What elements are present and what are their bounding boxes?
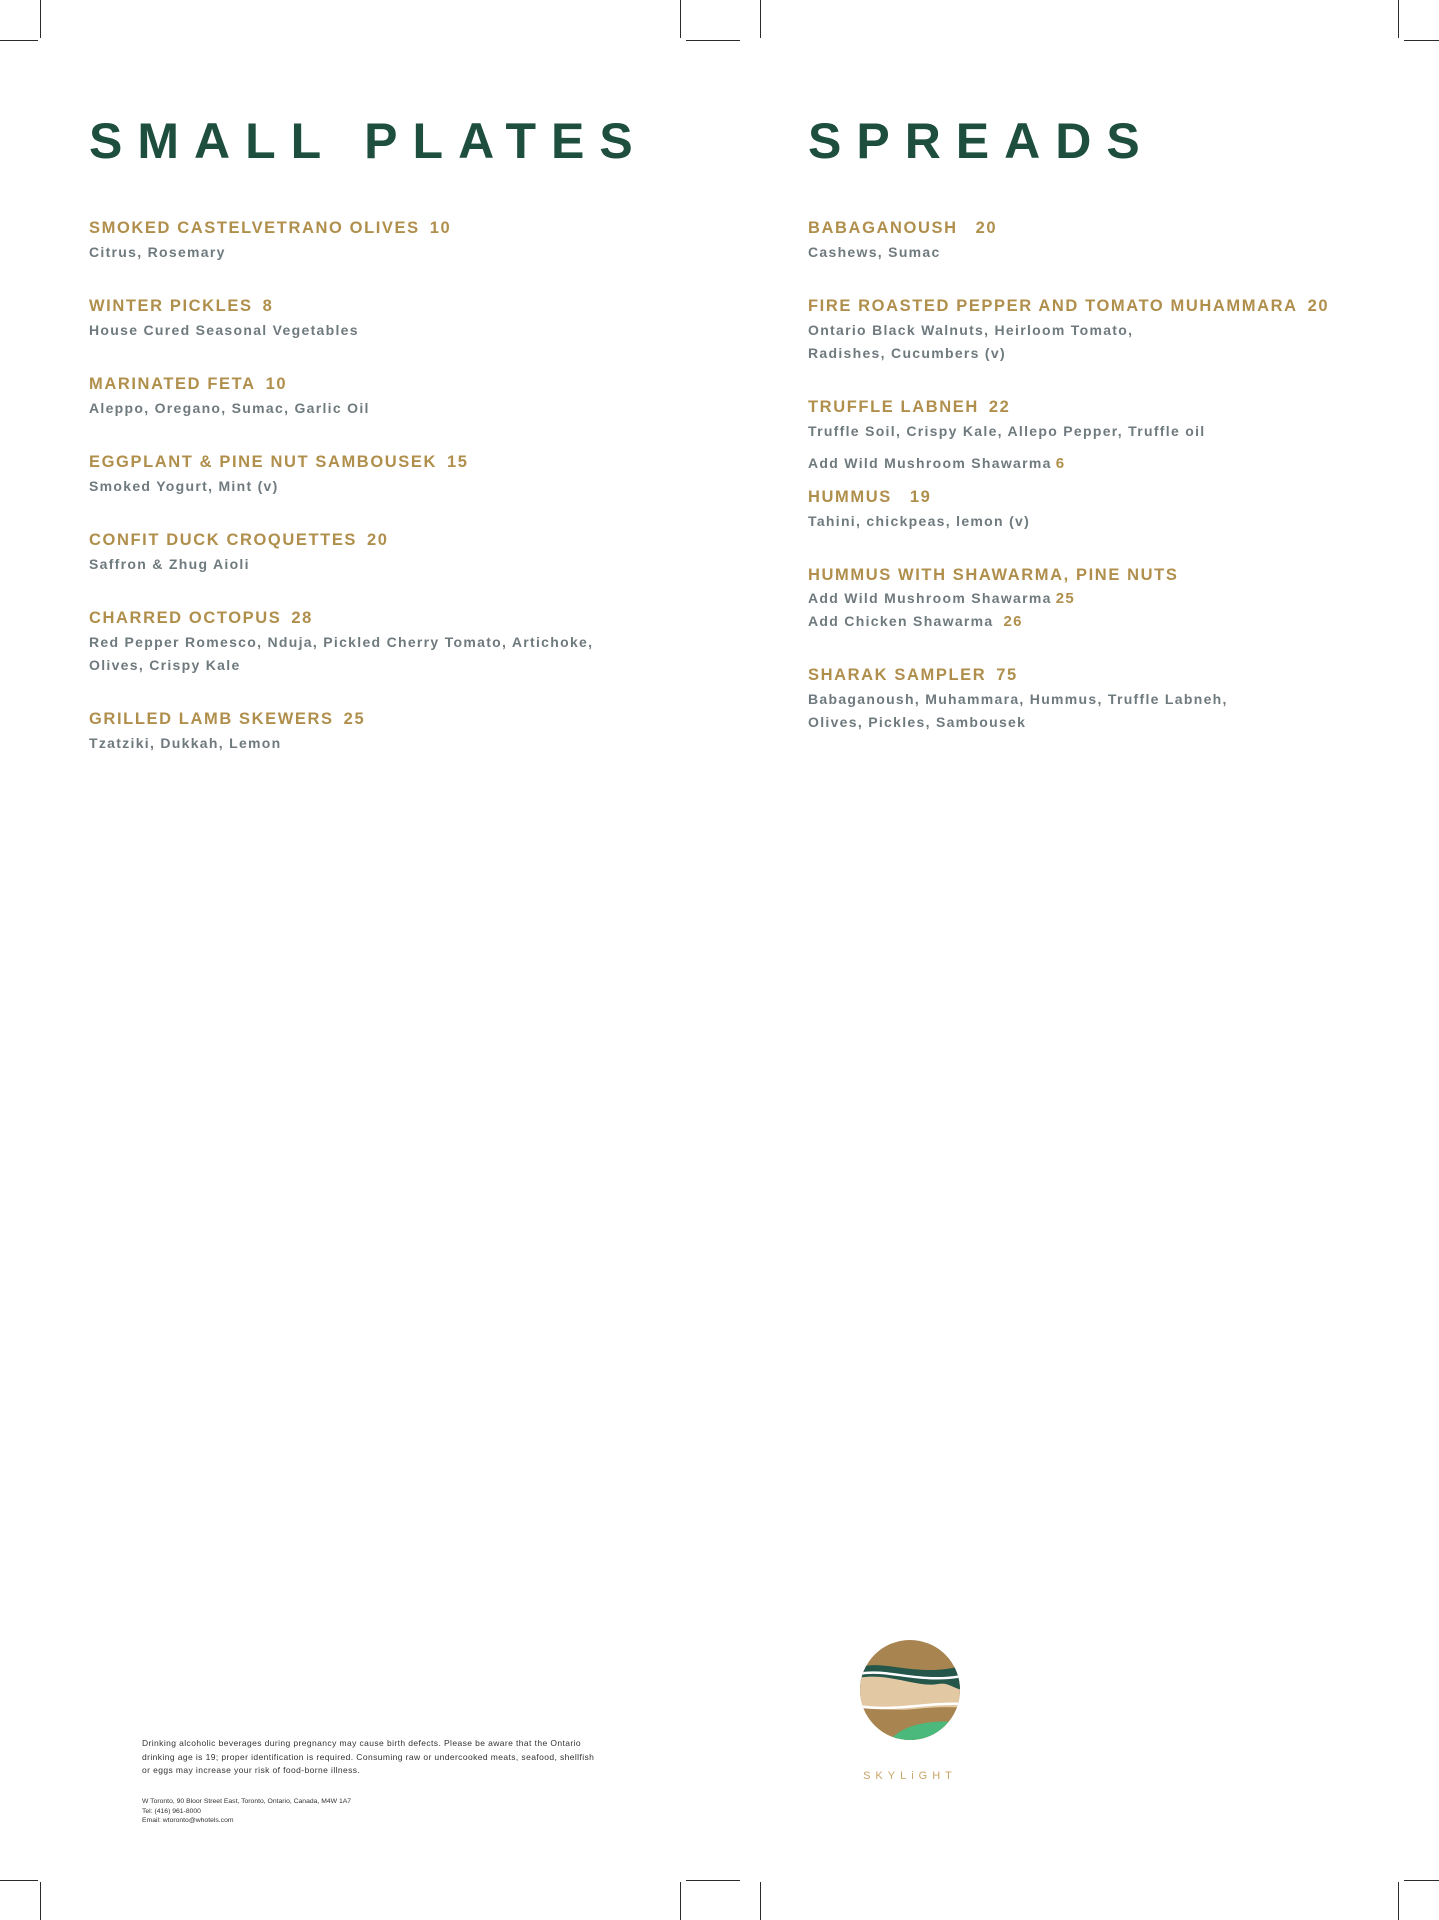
menu-item xyxy=(89,528,729,576)
item-name: FIRE ROASTED PEPPER AND TOMATO MUHAMMARA 20 xyxy=(808,297,1330,315)
section-title: SMALL PLATES xyxy=(89,113,648,169)
crop-mark xyxy=(680,0,681,38)
menu-item xyxy=(89,450,729,498)
addon-price: 6 xyxy=(1055,455,1066,472)
item-name: TRUFFLE LABNEH 22 xyxy=(808,398,1011,416)
item-description: Aleppo, Oregano, Sumac, Garlic Oil xyxy=(89,400,370,416)
item-description: Radishes, Cucumbers (v) xyxy=(808,345,1006,361)
item-name: EGGPLANT & PINE NUT SAMBOUSEK 15 xyxy=(89,453,469,471)
item-name: CONFIT DUCK CROQUETTES 20 xyxy=(89,531,389,549)
menu-item xyxy=(808,294,1408,365)
item-price: 10 xyxy=(265,375,288,393)
addon-price: 25 xyxy=(1055,590,1075,607)
item-name: WINTER PICKLES 8 xyxy=(89,297,274,315)
menu-item xyxy=(89,216,729,264)
item-name: HUMMUS WITH SHAWARMA, PINE NUTS xyxy=(808,566,1179,584)
item-description: Smoked Yogurt, Mint (v) xyxy=(89,478,279,494)
phone: Tel: (416) 961-8000 xyxy=(142,1807,201,1815)
crop-mark xyxy=(0,40,38,41)
item-name: HUMMUS 19 xyxy=(808,488,932,506)
item-description: Citrus, Rosemary xyxy=(89,244,226,260)
menu-item xyxy=(808,216,1408,264)
crop-mark xyxy=(1404,40,1439,41)
item-description: Ontario Black Walnuts, Heirloom Tomato, xyxy=(808,322,1134,338)
item-description: Cashews, Sumac xyxy=(808,244,941,260)
crop-mark xyxy=(0,1880,38,1881)
crop-mark xyxy=(686,1880,740,1881)
item-price: 8 xyxy=(262,297,274,315)
menu-item xyxy=(808,663,1408,734)
item-description: House Cured Seasonal Vegetables xyxy=(89,322,359,338)
crop-mark xyxy=(760,0,761,38)
item-name: SHARAK SAMPLER 75 xyxy=(808,666,1018,684)
item-price: 19 xyxy=(909,488,932,506)
crop-mark xyxy=(1404,1880,1439,1881)
address: W Toronto, 90 Bloor Street East, Toronto, Ontario, Canada, M4W 1A7 xyxy=(142,1798,352,1805)
contact-info xyxy=(142,1797,442,1826)
item-price: 22 xyxy=(988,398,1011,416)
item-price: 25 xyxy=(343,710,366,728)
item-price: 20 xyxy=(975,219,998,237)
item-name: SMOKED CASTELVETRANO OLIVES 10 xyxy=(89,219,452,237)
addon-option: Add Chicken Shawarma 26 xyxy=(808,613,1023,630)
menu-item xyxy=(89,294,729,342)
spreads-section xyxy=(808,110,1408,764)
menu-item xyxy=(808,485,1408,533)
crop-mark xyxy=(760,1882,761,1920)
menu-item xyxy=(89,606,729,677)
menu-item xyxy=(89,372,729,420)
crop-mark xyxy=(680,1882,681,1920)
item-description: Babaganoush, Muhammara, Hummus, Truffle Labneh, xyxy=(808,691,1228,707)
email: Email: wtoronto@whotels.com xyxy=(142,1817,234,1824)
section-title: SPREADS xyxy=(808,113,1155,169)
item-price: 20 xyxy=(367,531,389,549)
addon-option: Add Wild Mushroom Shawarma 25 xyxy=(808,590,1075,607)
item-price: 15 xyxy=(447,453,469,471)
item-price: 75 xyxy=(996,666,1018,684)
item-name: MARINATED FETA 10 xyxy=(89,375,288,393)
crop-mark xyxy=(1398,0,1399,38)
item-name: BABAGANOUSH 20 xyxy=(808,219,998,237)
item-description: Tzatziki, Dukkah, Lemon xyxy=(89,735,282,751)
item-description: Red Pepper Romesco, Nduja, Pickled Cherry Tomato, Artichoke, Olives, Crispy Kale xyxy=(89,634,594,673)
crop-mark xyxy=(40,0,41,38)
menu-item xyxy=(808,563,1408,633)
item-description: Truffle Soil, Crispy Kale, Allepo Pepper, Truffle oil xyxy=(808,423,1206,439)
small-plates-section xyxy=(89,110,729,785)
item-description: Olives, Pickles, Sambousek xyxy=(808,714,1027,730)
item-description: Saffron & Zhug Aioli xyxy=(89,556,250,572)
item-description: Tahini, chickpeas, lemon (v) xyxy=(808,513,1031,529)
item-price: 10 xyxy=(429,219,452,237)
addon-option: Add Wild Mushroom Shawarma 6 xyxy=(808,455,1066,472)
skylight-logo-icon xyxy=(858,1638,962,1742)
crop-mark xyxy=(40,1882,41,1920)
logo-text: SKYLiGHT xyxy=(863,1770,957,1782)
item-name: GRILLED LAMB SKEWERS 25 xyxy=(89,710,366,728)
crop-mark xyxy=(686,40,740,41)
menu-item xyxy=(89,707,729,755)
crop-mark xyxy=(1398,1882,1399,1920)
item-price: 20 xyxy=(1307,297,1330,315)
item-name: CHARRED OCTOPUS 28 xyxy=(89,609,313,627)
menu-item xyxy=(808,395,1408,475)
item-price: 28 xyxy=(291,609,313,627)
addon-price: 26 xyxy=(1003,613,1023,630)
legal-notice: Drinking alcoholic beverages during pregnancy may cause birth defects. Please be aware that the Ontario drinking age is 19; proper identification is required. Consuming raw or undercooked meats, seafood, shellfish or eggs may increase your risk of food-borne illness. xyxy=(142,1738,595,1775)
